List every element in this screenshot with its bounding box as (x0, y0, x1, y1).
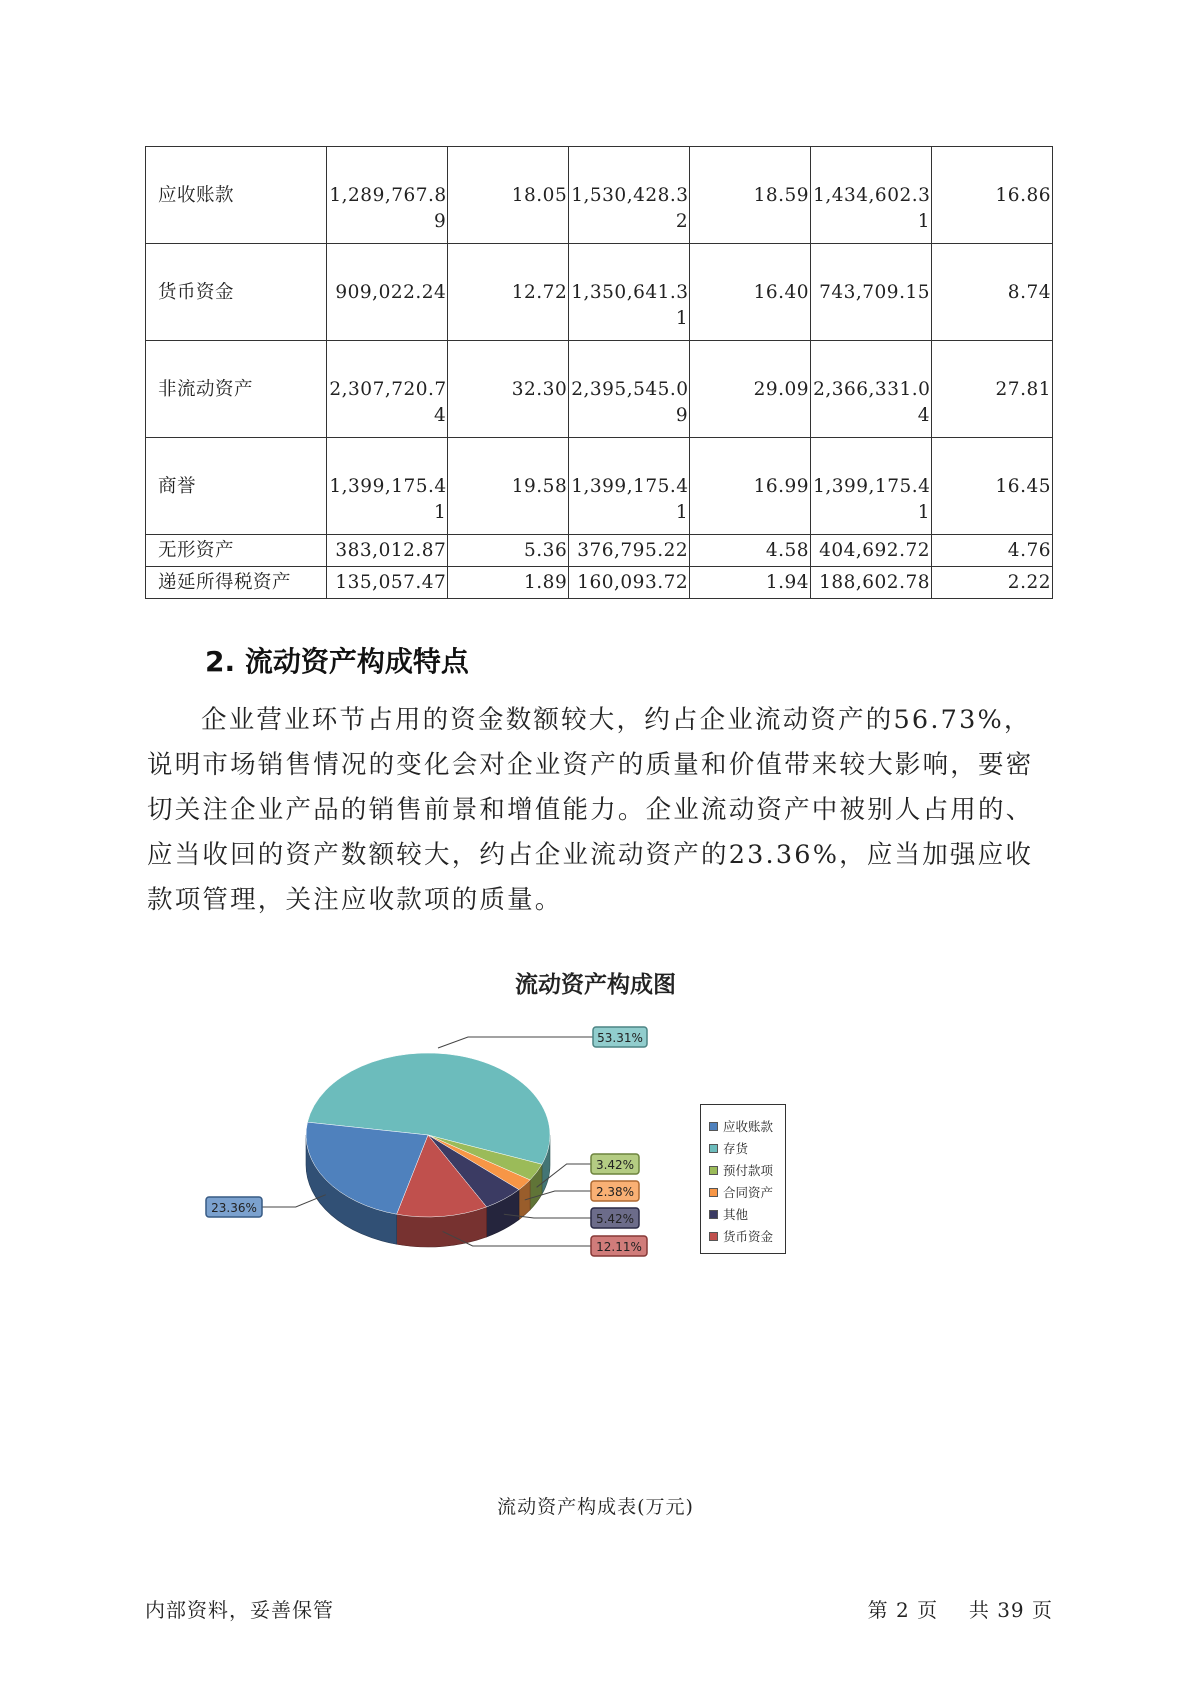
cell-value-wrap: 1 (917, 211, 930, 232)
chart-title: 流动资产构成图 (515, 972, 676, 998)
row-label-text: 非流动资产 (158, 379, 254, 400)
cell-value: 29.09 (753, 379, 810, 400)
footer-confidential: 内部资料，妥善保管 (145, 1598, 334, 1622)
row-label: 递延所得税资产 (146, 567, 327, 599)
cell-value: 1,289,767.8 (329, 185, 447, 206)
cell-value-wrap: 1 (675, 308, 689, 329)
total-unit: 页 (1032, 1598, 1053, 1622)
cell-value-wrap: 4 (434, 405, 447, 426)
cell-value-wrap: 4 (917, 405, 930, 426)
cell-value: 1,350,641.3 (571, 282, 689, 303)
data-label-text: 3.42% (595, 1158, 635, 1172)
data-label-text: 2.38% (595, 1185, 635, 1199)
data-label-text: 23.36% (211, 1201, 257, 1215)
legend-swatch (709, 1144, 718, 1153)
cell-value: 1,434,602.3 (813, 185, 931, 206)
legend-label: 合同资产 (723, 1185, 774, 1200)
legend-swatch (709, 1210, 718, 1219)
cell-value: 16.45 (995, 476, 1051, 497)
table-cell: 4.58 (690, 535, 811, 567)
legend-swatch (709, 1122, 718, 1131)
legend-label: 存货 (723, 1141, 749, 1156)
data-label-text: 53.31% (597, 1031, 643, 1045)
cell-value: 12.72 (511, 282, 568, 303)
cell-value: 1,399,175.4 (571, 476, 689, 497)
cell-value: 909,022.24 (335, 282, 447, 303)
figure-caption: 流动资产构成表(万元) (497, 1496, 694, 1518)
cell-value: 27.81 (995, 379, 1051, 400)
legend-item (709, 1203, 785, 1225)
cell-value-wrap: 1 (917, 502, 930, 523)
legend-item (709, 1115, 785, 1137)
table-cell: 383,012.87 (327, 535, 448, 567)
cell-value: 1,530,428.3 (571, 185, 689, 206)
chart-legend (700, 1104, 786, 1254)
legend-label: 货币资金 (723, 1229, 774, 1244)
cell-value-wrap: 9 (434, 211, 447, 232)
cell-value: 18.05 (511, 185, 568, 206)
cell-value: 19.58 (511, 476, 568, 497)
cell-value: 1,399,175.4 (813, 476, 931, 497)
cell-value: 2,395,545.0 (571, 379, 689, 400)
page-num: 2 (896, 1598, 910, 1622)
page-unit: 页 (917, 1598, 939, 1622)
row-label: 无形资产 (146, 535, 327, 567)
cell-value-wrap: 1 (675, 502, 689, 523)
legend-item (709, 1159, 785, 1181)
section-heading: 2. 流动资产构成特点 (205, 645, 469, 678)
legend-label: 预付款项 (723, 1163, 774, 1178)
cell-value-wrap: 9 (675, 405, 689, 426)
pie-tops (306, 1053, 550, 1217)
table-cell: 188,602.78 (811, 567, 932, 599)
data-label-text: 12.11% (596, 1240, 642, 1254)
legend-label: 其他 (723, 1207, 749, 1222)
table-cell: 135,057.47 (327, 567, 448, 599)
cell-value: 16.99 (753, 476, 810, 497)
cell-value: 2,307,720.7 (329, 379, 447, 400)
section-paragraph: 企业营业环节占用的资金数额较大，约占企业流动资产的56.73%，说明市场销售情况的变化会对企业资产的质量和价值带来较大影响，要密切关注企业产品的销售前景和增值能力。企业流动资产中被别人占用的、应当收回的资产数额较大，约占企业流动资产的23.36%，应当加强应收款项管理，关注应收款项的质量。 (147, 705, 1034, 915)
row-label-text: 应收账款 (158, 185, 235, 206)
row-label-text: 货币资金 (158, 282, 235, 303)
cell-value: 16.40 (753, 282, 810, 303)
legend-item (709, 1225, 785, 1247)
table-cell: 404,692.72 (811, 535, 932, 567)
cell-value: 18.59 (753, 185, 810, 206)
legend-item (709, 1137, 785, 1159)
leader-line (438, 1037, 593, 1048)
table-cell: 1.89 (448, 567, 569, 599)
footer-page-number (868, 1594, 1053, 1623)
table-cell: 376,795.22 (569, 535, 690, 567)
cell-value-wrap: 2 (675, 211, 689, 232)
legend-swatch (709, 1232, 718, 1241)
cell-value: 8.74 (1007, 282, 1051, 303)
cell-value: 32.30 (511, 379, 568, 400)
row-label-text: 商誉 (158, 476, 197, 497)
table-cell: 1.94 (690, 567, 811, 599)
cell-value: 2,366,331.0 (813, 379, 931, 400)
legend-swatch (709, 1166, 718, 1175)
table-cell: 2.22 (932, 567, 1053, 599)
cell-value-wrap: 1 (434, 502, 447, 523)
legend-item (709, 1181, 785, 1203)
total-num: 39 (997, 1598, 1025, 1622)
table-cell: 5.36 (448, 535, 569, 567)
data-label-text: 5.42% (595, 1212, 635, 1226)
legend-label: 应收账款 (723, 1119, 774, 1134)
cell-value: 743,709.15 (819, 282, 930, 303)
table-cell: 160,093.72 (569, 567, 690, 599)
cell-value: 1,399,175.4 (329, 476, 447, 497)
cell-value: 16.86 (995, 185, 1051, 206)
page-prefix: 第 (867, 1598, 889, 1622)
legend-swatch (709, 1188, 718, 1197)
total-prefix: 共 (968, 1598, 990, 1622)
table-cell: 4.76 (932, 535, 1053, 567)
